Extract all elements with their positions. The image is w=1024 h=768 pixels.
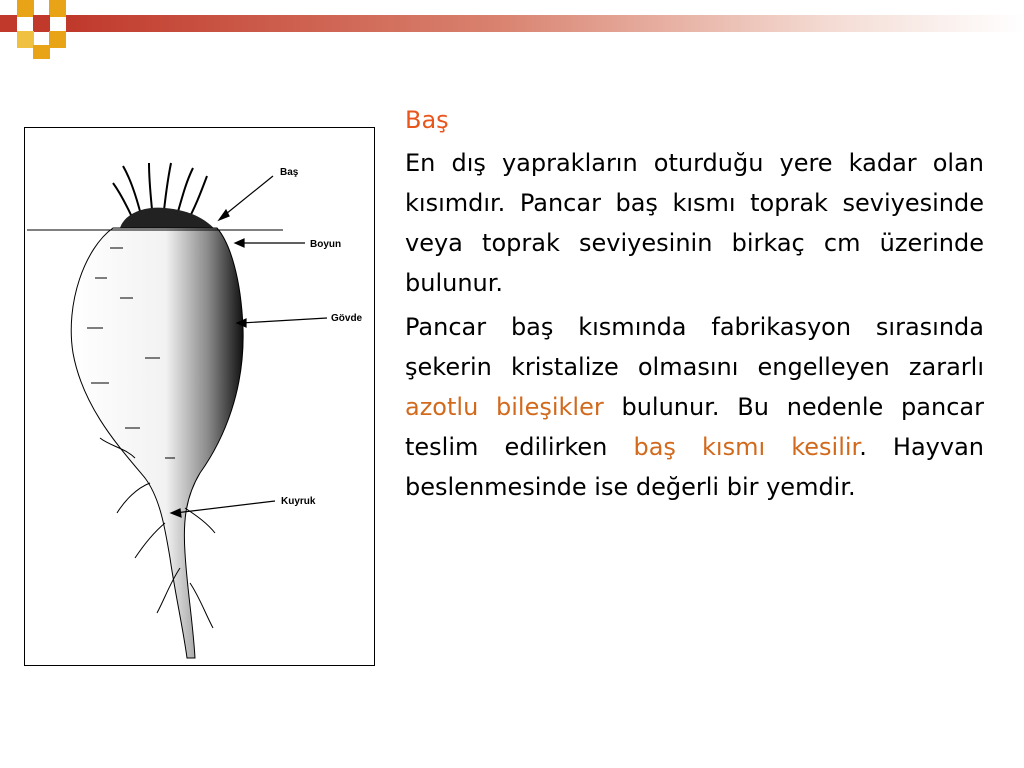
highlight-bas-kesilir: baş kısmı kesilir <box>633 433 860 461</box>
slide-text <box>405 103 984 511</box>
deco-square <box>17 0 34 17</box>
deco-square <box>33 45 50 59</box>
deco-square <box>33 15 50 32</box>
sugar-beet-figure <box>24 127 375 666</box>
highlight-azotlu: azotlu bileşikler <box>405 393 604 421</box>
label-bas: Baş <box>280 167 299 178</box>
label-govde: Gövde <box>331 313 363 324</box>
label-kuyruk: Kuyruk <box>281 496 316 507</box>
sugar-beet-illustration <box>25 128 376 667</box>
beet-body <box>71 228 243 658</box>
deco-square <box>0 15 17 32</box>
paragraph-text: bulunur. Bu nedenle pancar teslim edilirken <box>405 393 984 461</box>
paragraph-definition: En dış yaprakların oturduğu yere kadar olan kısımdır. Pancar baş kısmı toprak seviyesinde veya toprak seviyesinin birkaç cm üzerinde bulunur. <box>405 149 984 297</box>
slide-heading: Baş <box>405 106 449 134</box>
decorative-header <box>0 0 1024 60</box>
label-boyun: Boyun <box>310 239 342 250</box>
header-gradient-bar <box>66 15 1024 32</box>
paragraph-text: . Hayvan beslenmesinde ise değerli bir yemdir. <box>405 433 984 501</box>
deco-square <box>49 31 66 48</box>
paragraph-text: Pancar baş kısmında fabrikasyon sırasında şekerin kristalize olmasını engelleyen zararlı <box>405 313 984 381</box>
deco-square <box>49 0 66 17</box>
deco-square <box>17 31 34 48</box>
paragraph-processing <box>405 307 984 507</box>
